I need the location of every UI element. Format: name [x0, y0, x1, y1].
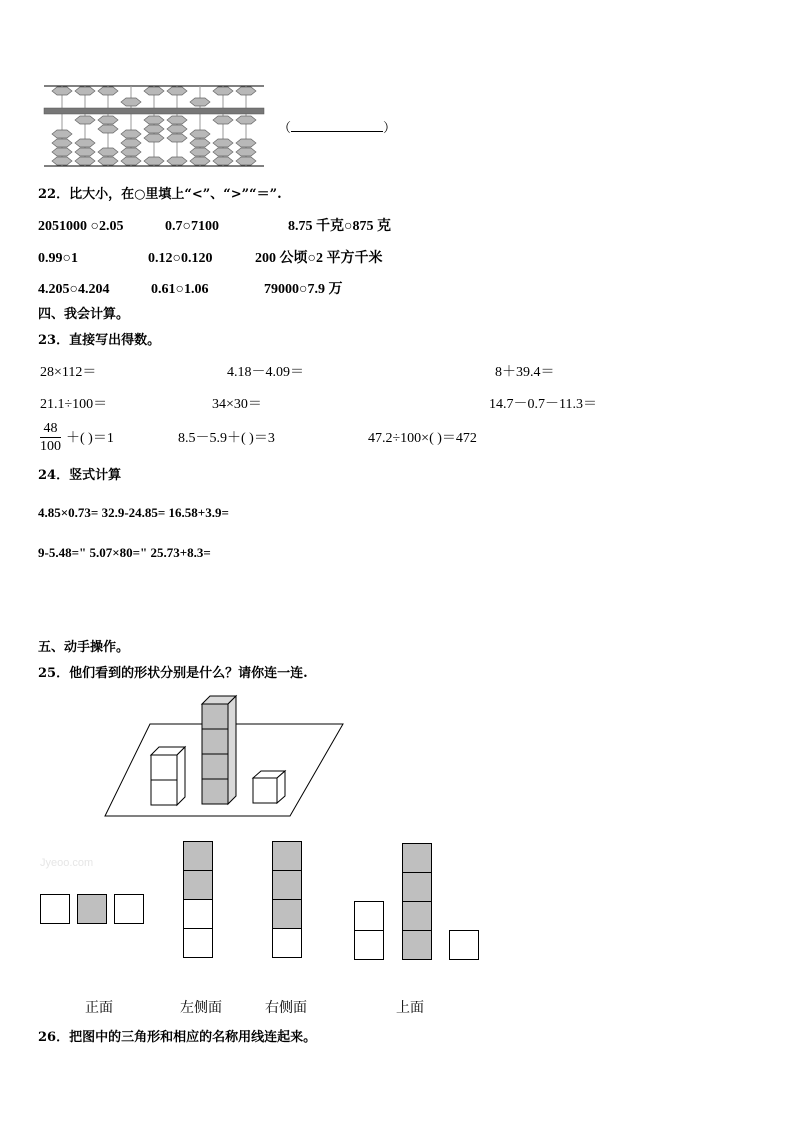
abacus-lower-bead [236, 139, 256, 147]
option-a-square-1[interactable] [40, 894, 70, 924]
q23-r1-c2: 4.18－4.09＝ [227, 365, 304, 380]
abacus-upper-bead [98, 87, 118, 95]
abacus-lower-bead [213, 148, 233, 156]
abacus-lower-bead [75, 139, 95, 147]
abacus-lower-bead [144, 125, 164, 133]
abacus-lower-bead [144, 157, 164, 165]
abacus-upper-bead [167, 87, 187, 95]
abacus-lower-bead [52, 139, 72, 147]
q22-r2-c2: 0.12○0.120 [148, 251, 213, 266]
option-e-square-2[interactable] [402, 872, 432, 902]
abacus-upper-bead [75, 87, 95, 95]
abacus-lower-bead [121, 130, 141, 138]
option-c-square-3[interactable] [272, 899, 302, 929]
q22-r1-c2: 0.7○7100 [165, 219, 219, 234]
abacus-lower-bead [75, 116, 95, 124]
q22-r3-c1: 4.205○4.204 [38, 282, 110, 297]
abacus-figure [40, 82, 270, 172]
q23-r3-eq3: 47.2÷100×( )＝472 [368, 431, 477, 446]
abacus-lower-bead [167, 157, 187, 165]
q23-r2-c3: 14.7－0.7－11.3＝ [489, 397, 597, 412]
abacus-lower-bead [98, 116, 118, 124]
q22-r3-c3: 79000○7.9 万 [264, 282, 343, 297]
option-d-square-2[interactable] [354, 930, 384, 960]
abacus-lower-bead [121, 139, 141, 147]
q23-r2-c2: 34×30＝ [212, 397, 262, 412]
abacus-lower-bead [52, 130, 72, 138]
option-a-square-2[interactable] [77, 894, 107, 924]
q23-r2-c1: 21.1÷100＝ [40, 397, 108, 412]
abacus-lower-bead [167, 134, 187, 142]
abacus-lower-bead [75, 148, 95, 156]
q22-r3-c2: 0.61○1.06 [151, 282, 209, 297]
abacus-upper-bead [190, 98, 210, 106]
q22-r2-c1: 0.99○1 [38, 251, 78, 266]
label-right-view: 右侧面 [265, 1000, 307, 1016]
abacus-lower-bead [167, 125, 187, 133]
abacus-lower-bead [121, 148, 141, 156]
q23-r3-eq2: 8.5－5.9＋( )＝3 [178, 431, 275, 446]
abacus-lower-bead [98, 148, 118, 156]
option-f-square-1[interactable] [449, 930, 479, 960]
abacus-upper-bead [144, 87, 164, 95]
abacus-lower-bead [75, 157, 95, 165]
abacus-lower-bead [213, 157, 233, 165]
abacus-upper-bead [213, 87, 233, 95]
label-left-view: 左侧面 [180, 1000, 222, 1016]
option-d-square-1[interactable] [354, 901, 384, 931]
abacus-lower-bead [121, 157, 141, 165]
abacus-lower-bead [98, 157, 118, 165]
answer-paren-open: （ [278, 121, 292, 136]
abacus-lower-bead [236, 148, 256, 156]
q24-row2: 9-5.48=" 5.07×80=" 25.73+8.3= [38, 545, 211, 560]
option-e-square-1[interactable] [402, 843, 432, 873]
abacus-lower-bead [52, 157, 72, 165]
abacus-upper-bead [52, 87, 72, 95]
q25-title: 25．他们看到的形状分别是什么？请你连一连. [38, 666, 308, 681]
option-c-square-2[interactable] [272, 870, 302, 900]
abacus-lower-bead [144, 134, 164, 142]
option-c-square-1[interactable] [272, 841, 302, 871]
abacus-lower-bead [190, 139, 210, 147]
q22-r1-c1: 2051000 ○2.05 [38, 219, 124, 234]
abacus-lower-bead [190, 148, 210, 156]
abacus-lower-bead [213, 116, 233, 124]
cube-scene [100, 694, 350, 822]
answer-paren-close: ） [383, 121, 397, 136]
q23-title: 23．直接写出得数。 [38, 333, 161, 348]
section5-title: 五、动手操作。 [38, 640, 130, 655]
abacus-lower-bead [190, 130, 210, 138]
watermark: Jyeoo.com [40, 857, 94, 869]
q24-row1: 4.85×0.73= 32.9-24.85= 16.58+3.9= [38, 505, 229, 520]
label-top-view: 上面 [396, 1000, 424, 1016]
q24-title: 24．竖式计算 [38, 468, 122, 483]
option-e-square-4[interactable] [402, 930, 432, 960]
option-c-square-4[interactable] [272, 928, 302, 958]
fraction-denominator: 100 [40, 439, 61, 454]
fraction-numerator: 48 [40, 420, 61, 438]
abacus-lower-bead [190, 157, 210, 165]
abacus-lower-bead [144, 116, 164, 124]
section4-title: 四、我会计算。 [38, 307, 130, 322]
abacus-lower-bead [236, 116, 256, 124]
q22-r2-c3: 200 公顷○2 平方千米 [255, 251, 383, 266]
label-front-view: 正面 [85, 1000, 113, 1016]
q22-r1-c3: 8.75 千克○875 克 [288, 219, 391, 234]
q23-r1-c3: 8＋39.4＝ [495, 365, 555, 380]
option-b-square-1[interactable] [183, 841, 213, 871]
option-a-square-3[interactable] [114, 894, 144, 924]
abacus-lower-bead [236, 157, 256, 165]
option-b-square-2[interactable] [183, 870, 213, 900]
fraction-48-100 [40, 420, 61, 455]
q23-r1-c1: 28×112＝ [40, 365, 97, 380]
q22-title: 22．比大小，在○里填上“<”、“>”“＝”. [38, 187, 282, 202]
answer-blank[interactable] [291, 119, 383, 132]
abacus-lower-bead [167, 116, 187, 124]
abacus-lower-bead [213, 139, 233, 147]
option-b-square-3[interactable] [183, 899, 213, 929]
q26-title: 26．把图中的三角形和相应的名称用线连起来。 [38, 1030, 317, 1045]
abacus-lower-bead [52, 148, 72, 156]
abacus-lower-bead [98, 125, 118, 133]
option-b-square-4[interactable] [183, 928, 213, 958]
abacus-upper-bead [236, 87, 256, 95]
abacus-upper-bead [121, 98, 141, 106]
q23-r3-eq1: ＋( )＝1 [66, 431, 114, 446]
option-e-square-3[interactable] [402, 901, 432, 931]
